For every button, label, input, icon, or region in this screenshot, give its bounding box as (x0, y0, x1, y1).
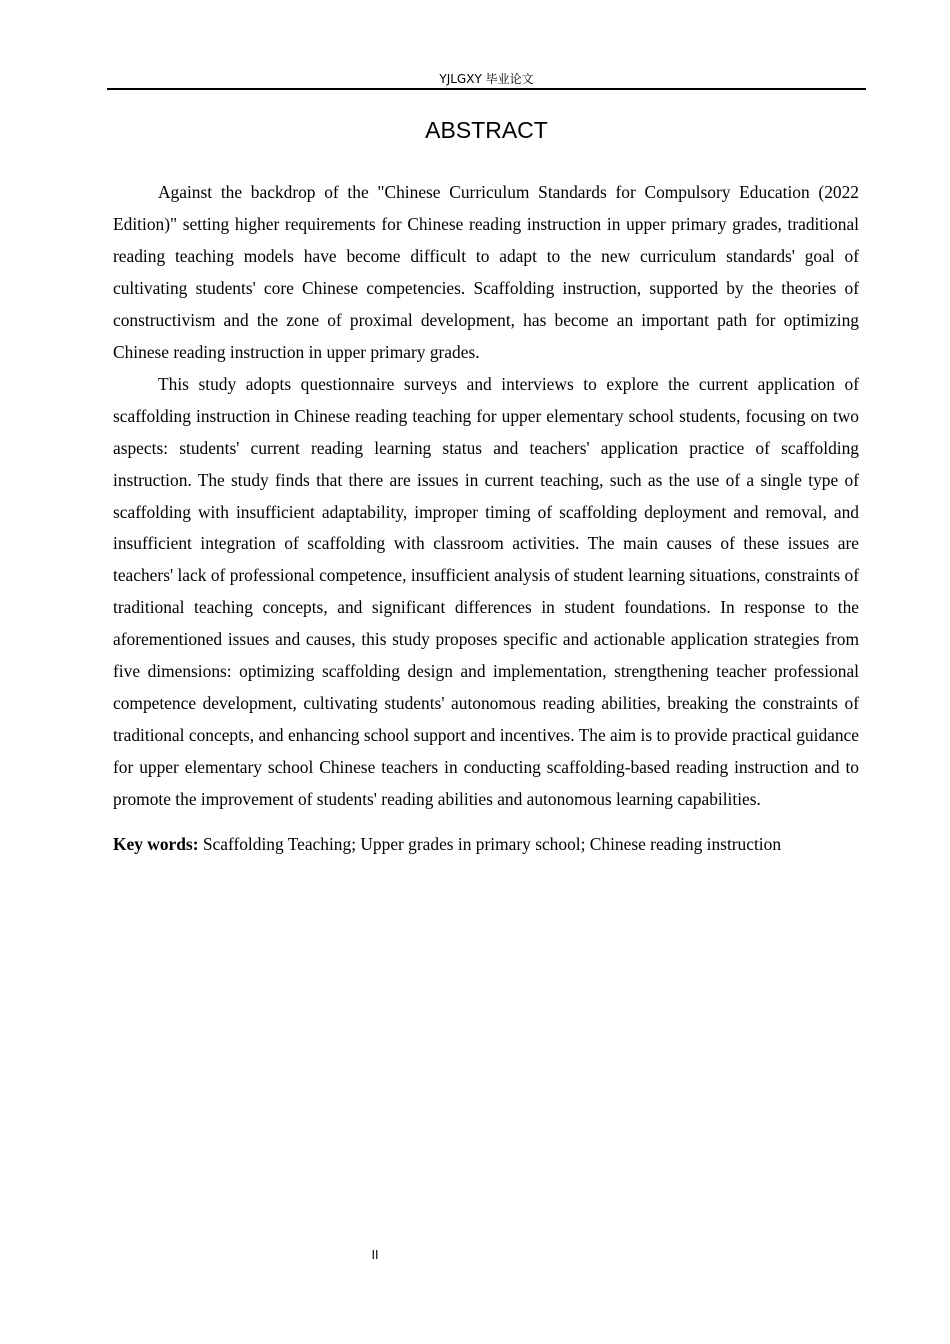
keywords-text: Scaffolding Teaching; Upper grades in primary school; Chinese reading instruction (202, 834, 782, 855)
abstract-body (113, 177, 859, 863)
running-header: YJLGXY 毕业论文 (439, 72, 534, 86)
header-rule (107, 88, 866, 90)
keywords-line (113, 826, 803, 863)
abstract-paragraph-1: Against the backdrop of the "Chinese Curriculum Standards for Compulsory Education (2022 Edition)" setting higher requirements for Chinese reading instruction in upper primary grades, traditional reading teaching models have become difficult to adapt to the new curriculum standards' goal of cultivating students' core Chinese competencies. Scaffolding instruction, supported by the theories of constructivism and the zone of proximal development, has become an important path for optimizing Chinese reading instruction in upper primary grades. (113, 182, 859, 362)
abstract-paragraph-2: This study adopts questionnaire surveys and interviews to explore the current application of scaffolding instruction in Chinese reading teaching for upper elementary school students, focusing on two aspects: students' current reading learning status and teachers' application practice of scaffolding instruction. The study finds that there are issues in current teaching, such as the use of a single type of scaffolding with insufficient adaptability, improper timing of scaffolding deployment and removal, and insufficient integration of scaffolding with classroom activities. The main causes of these issues are teachers' lack of professional competence, insufficient analysis of student learning situations, constraints of traditional teaching concepts, and significant differences in student foundations. In response to the aforementioned issues and causes, this study proposes specific and actionable application strategies from five dimensions: optimizing scaffolding design and implementation, strengthening teacher professional competence development, cultivating students' autonomous reading abilities, breaking the constraints of traditional concepts, and enhancing school support and incentives. The aim is to provide practical guidance for upper elementary school Chinese teachers in conducting scaffolding-based reading instruction and to promote the improvement of students' reading abilities and autonomous learning capabilities. (113, 373, 859, 810)
abstract-title: ABSTRACT (425, 117, 548, 143)
keywords-label: Key words: (113, 834, 199, 855)
page-number: II (371, 1248, 379, 1262)
